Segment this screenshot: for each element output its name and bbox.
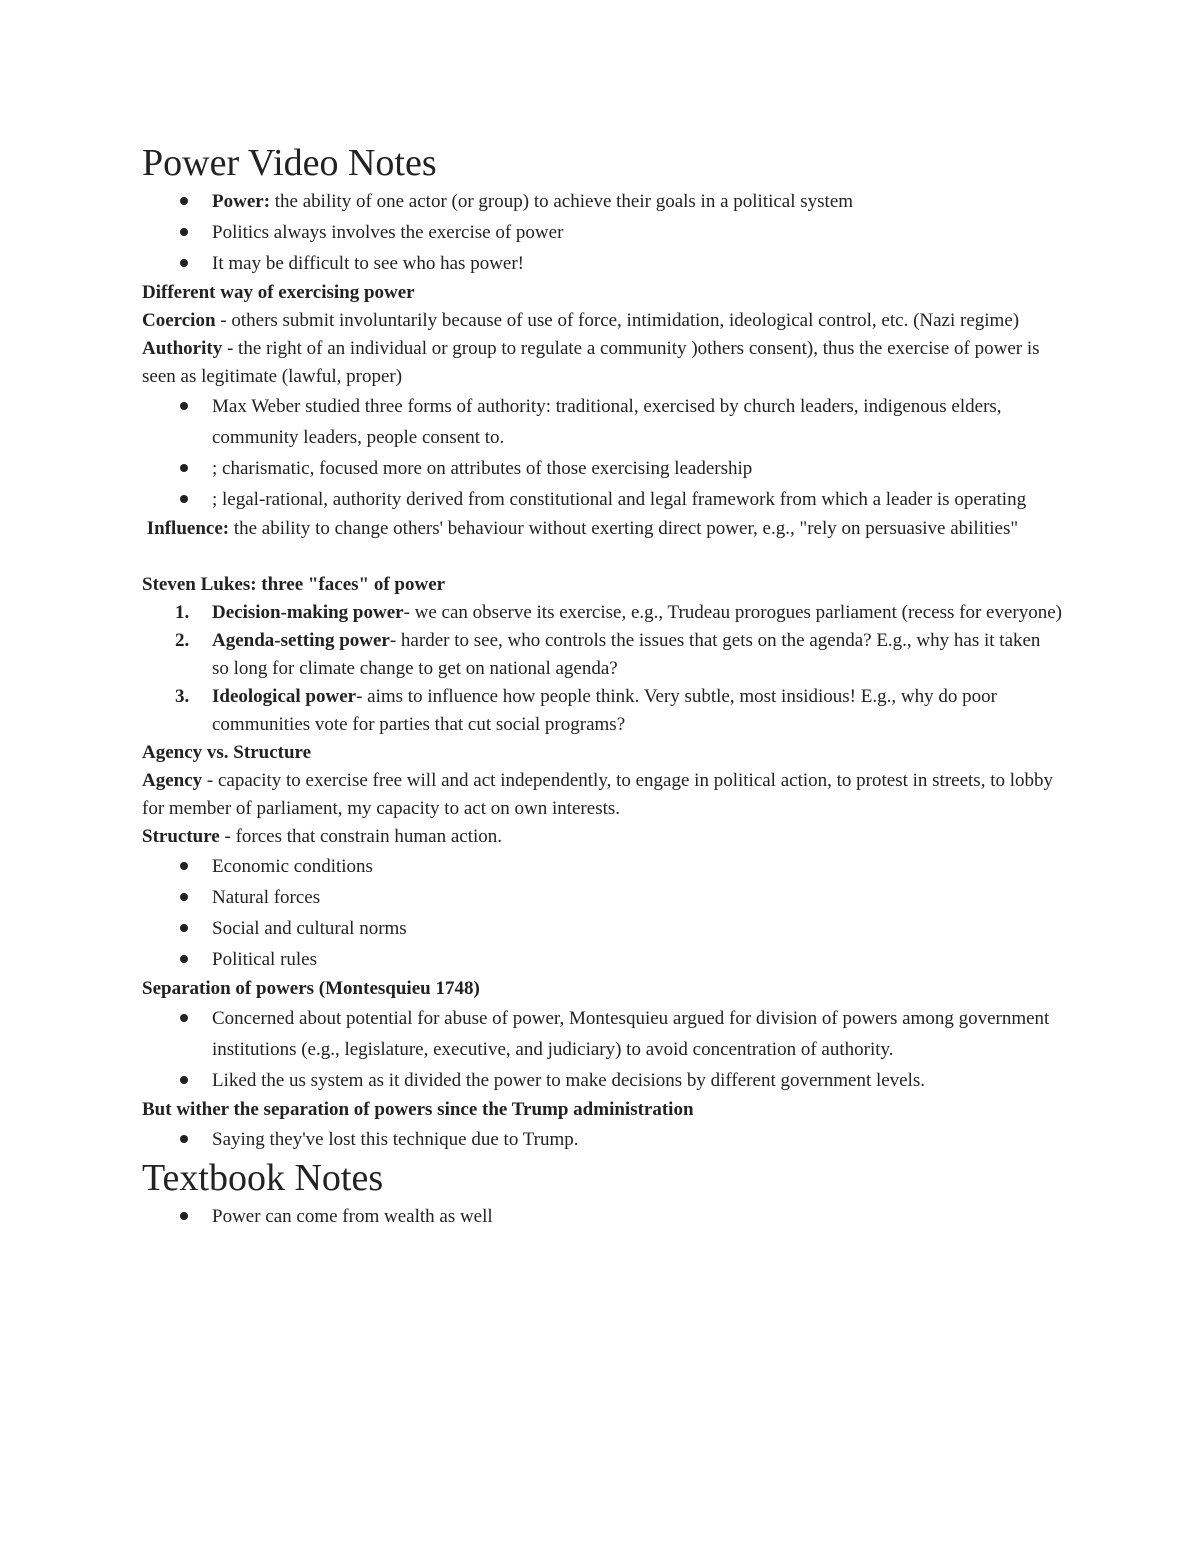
list-item-text: Economic conditions: [212, 856, 373, 877]
list-item: [142, 944, 1062, 975]
structure-bullet-list: [142, 851, 1062, 975]
list-number: 3.: [175, 686, 190, 707]
section-title-textbook: Textbook Notes: [142, 1157, 384, 1199]
list-item: [142, 599, 1062, 627]
term-text: Decision-making power: [212, 602, 404, 623]
section-heading: [142, 975, 1062, 1003]
section-heading: [142, 1096, 1062, 1124]
section-heading: [142, 571, 1062, 599]
list-item-text: Power can come from wealth as well: [212, 1206, 493, 1227]
list-item: [142, 186, 1062, 217]
list-item-text: Political rules: [212, 949, 318, 970]
list-item: [142, 882, 1062, 913]
term-authority: Authority: [142, 338, 223, 359]
term-coercion: Coercion: [142, 310, 216, 331]
list-number: 2.: [175, 630, 190, 651]
list-item-text: Max Weber studied three forms of authority: traditional, exercised by church leaders, indigenous elders, community leaders, people consent to.: [212, 396, 1002, 448]
definition-text: - others submit involuntarily because of use of force, intimidation, ideological control, etc. (Nazi regime): [215, 310, 1020, 331]
term-structure: Structure: [142, 826, 220, 847]
intro-bullet-list: [142, 186, 1062, 279]
list-item-text: It may be difficult to see who has power!: [212, 253, 525, 274]
list-item-text: Social and cultural norms: [212, 918, 407, 939]
list-item: [142, 1124, 1062, 1155]
list-item: [142, 484, 1062, 515]
textbook-bullet-list: [142, 1201, 1062, 1232]
list-item-text: Liked the us system as it divided the power to make decisions by different government levels.: [212, 1070, 926, 1091]
definition-text: - harder to see, who controls the issues that gets on the agenda? E.g., why has it taken so long for climate change to get on national agenda?: [212, 630, 1041, 679]
heading-text: Agency vs. Structure: [142, 742, 312, 763]
list-item-text: ; legal-rational, authority derived from constitutional and legal framework from which a leader is operating: [212, 489, 1027, 510]
list-item: [142, 851, 1062, 882]
definition-text: the ability of one actor (or group) to achieve their goals in a political system: [270, 191, 854, 212]
definition-text: - capacity to exercise free will and act independently, to engage in political action, to protest in streets, to lobby for member of parliament, my capacity to act on own interests.: [142, 770, 1053, 819]
list-item: [142, 453, 1062, 484]
trump-bullet-list: [142, 1124, 1062, 1155]
list-item: [142, 1065, 1062, 1096]
document-page: [142, 140, 1062, 1232]
page-title: Power Video Notes: [142, 142, 437, 184]
term-text: Ideological power: [212, 686, 357, 707]
list-number: 1.: [175, 602, 190, 623]
agency-paragraph: [142, 767, 1062, 823]
heading-text: Separation of powers (Montesquieu 1748): [142, 978, 480, 999]
list-item: [142, 913, 1062, 944]
term-agency: Agency: [142, 770, 203, 791]
list-item: [142, 1201, 1062, 1232]
heading-text: Different way of exercising power: [142, 282, 415, 303]
term-text: Agenda-setting power: [212, 630, 390, 651]
term-power: Power:: [212, 191, 271, 212]
heading-text: But wither the separation of powers since the Trump administration: [142, 1099, 694, 1120]
list-item-text: Saying they've lost this technique due to Trump.: [212, 1129, 579, 1150]
list-item-text: Politics always involves the exercise of power: [212, 222, 564, 243]
list-item-text: Concerned about potential for abuse of power, Montesquieu argued for division of powers among government institutions (e.g., legislature, executive, and judiciary) to avoid concentration of authority.: [212, 1008, 1050, 1060]
section-heading: [142, 279, 1062, 307]
list-item-text: Natural forces: [212, 887, 321, 908]
section-heading: [142, 739, 1062, 767]
definition-text: - we can observe its exercise, e.g., Trudeau prorogues parliament (recess for everyone): [403, 602, 1062, 623]
influence-paragraph: [142, 515, 1062, 543]
list-item: [142, 627, 1062, 683]
structure-paragraph: [142, 823, 1062, 851]
list-item: [142, 683, 1062, 739]
heading-text: Steven Lukes: three "faces" of power: [142, 574, 446, 595]
definition-text: - aims to influence how people think. Very subtle, most insidious! E.g., why do poor communities vote for parties that cut social programs?: [212, 686, 997, 735]
list-item-text: ; charismatic, focused more on attributes of those exercising leadership: [212, 458, 753, 479]
definition-text: - the right of an individual or group to regulate a community )others consent), thus the exercise of power is seen as legitimate (lawful, proper): [142, 338, 1040, 387]
list-item: [142, 391, 1062, 453]
definition-text: the ability to change others' behaviour without exerting direct power, e.g., "rely on persuasive abilities": [229, 518, 1019, 539]
coercion-paragraph: [142, 307, 1062, 335]
list-item: [142, 248, 1062, 279]
definition-text: - forces that constrain human action.: [219, 826, 503, 847]
authority-paragraph: [142, 335, 1062, 391]
authority-bullet-list: [142, 391, 1062, 515]
list-item: [142, 1003, 1062, 1065]
list-item: [142, 217, 1062, 248]
separation-bullet-list: [142, 1003, 1062, 1096]
blank-line: [142, 543, 1062, 571]
lukes-numbered-list: [142, 599, 1062, 739]
term-influence: Influence:: [146, 518, 230, 539]
